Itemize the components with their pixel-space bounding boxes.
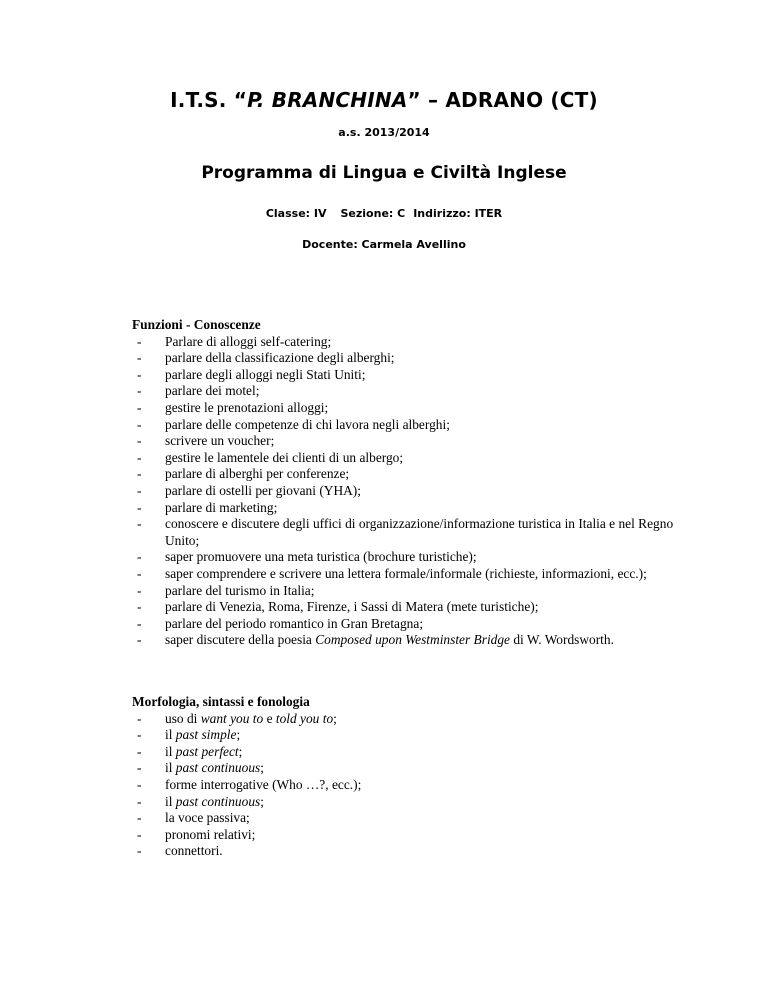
list-item bbox=[132, 632, 692, 649]
item-text: gestire le lamentele dei clienti di un albergo; bbox=[165, 449, 404, 465]
list-item bbox=[132, 599, 692, 616]
item-text: il bbox=[165, 743, 176, 759]
item-text: parlare della classificazione degli alberghi; bbox=[165, 350, 395, 366]
list-item bbox=[132, 417, 692, 434]
item-text: parlare di Venezia, Roma, Firenze, i Sassi di Matera (mete turistiche); bbox=[165, 599, 539, 615]
list-item bbox=[132, 549, 692, 566]
list-item bbox=[132, 843, 692, 860]
italic-term: Composed upon Westminster Bridge bbox=[315, 632, 510, 648]
item-text: parlare di alberghi per conferenze; bbox=[165, 466, 350, 482]
list-item bbox=[132, 483, 692, 500]
list-item bbox=[132, 711, 692, 728]
item-text: la voce passiva; bbox=[165, 810, 250, 826]
item-text: Parlare di alloggi self-catering; bbox=[165, 333, 332, 349]
item-text: parlare di marketing; bbox=[165, 499, 278, 515]
item-text: ; bbox=[333, 710, 337, 726]
class-label: Classe: IV bbox=[265, 207, 327, 220]
italic-term: want you to bbox=[200, 710, 264, 726]
funzioni-list bbox=[132, 334, 692, 649]
item-text: parlare del turismo in Italia; bbox=[165, 582, 315, 598]
list-item bbox=[132, 500, 692, 517]
item-text: il bbox=[165, 727, 176, 743]
school-year: a.s. 2013/2014 bbox=[338, 126, 430, 139]
list-item bbox=[132, 827, 692, 844]
section-title: Morfologia, sintassi e fonologia bbox=[132, 694, 310, 709]
list-item bbox=[132, 794, 692, 811]
list-item bbox=[132, 433, 692, 450]
list-item bbox=[132, 810, 692, 827]
list-item bbox=[132, 367, 692, 384]
item-text: parlare delle competenze di chi lavora negli alberghi; bbox=[165, 416, 450, 432]
list-item bbox=[132, 583, 692, 600]
list-item bbox=[132, 777, 692, 794]
class-info bbox=[0, 207, 768, 220]
item-text: il bbox=[165, 760, 176, 776]
list-item bbox=[132, 616, 692, 633]
document-title: Programma di Lingua e Civiltà Inglese bbox=[201, 163, 567, 183]
list-item bbox=[132, 450, 692, 467]
item-text: pronomi relativi; bbox=[165, 826, 256, 842]
section-morfologia bbox=[132, 694, 692, 860]
section-title: Funzioni - Conoscenze bbox=[132, 317, 261, 332]
list-item bbox=[132, 566, 692, 583]
track-label: Indirizzo: ITER bbox=[413, 207, 503, 220]
section-funzioni bbox=[132, 317, 692, 649]
item-text: parlare del periodo romantico in Gran Bretagna; bbox=[165, 615, 424, 631]
item-text: gestire le prenotazioni alloggi; bbox=[165, 399, 329, 415]
list-item bbox=[132, 516, 692, 549]
list-item bbox=[132, 400, 692, 417]
list-item bbox=[132, 350, 692, 367]
list-item bbox=[132, 744, 692, 761]
item-text: ; bbox=[238, 743, 243, 759]
list-item bbox=[132, 727, 692, 744]
item-text: ; bbox=[260, 793, 264, 809]
italic-term: past continuous bbox=[175, 760, 261, 776]
italic-term: past perfect bbox=[175, 743, 239, 759]
item-text: saper promuovere una meta turistica (brochure turistiche); bbox=[165, 549, 477, 565]
item-text: parlare degli alloggi negli Stati Uniti; bbox=[165, 366, 366, 382]
item-text: ; bbox=[236, 727, 241, 743]
school-suffix: ” – ADRANO (CT) bbox=[407, 88, 598, 112]
item-text: ; bbox=[260, 760, 264, 776]
italic-term: past continuous bbox=[175, 793, 261, 809]
school-heading bbox=[0, 88, 768, 112]
item-text: il bbox=[165, 793, 176, 809]
item-text: saper comprendere e scrivere una lettera formale/informale (richieste, informazioni, ecc.); bbox=[165, 565, 647, 581]
item-text: parlare dei motel; bbox=[165, 383, 260, 399]
item-text: scrivere un voucher; bbox=[165, 433, 275, 449]
morfologia-list bbox=[132, 711, 692, 860]
list-item bbox=[132, 466, 692, 483]
item-text: conoscere e discutere degli uffici di organizzazione/informazione turistica in Italia e nel Regno Unito; bbox=[165, 516, 674, 548]
item-text: connettori. bbox=[165, 843, 223, 859]
item-text: forme interrogative (Who …?, ecc.); bbox=[165, 776, 362, 792]
item-text: uso di bbox=[165, 710, 201, 726]
section-label: Sezione: C bbox=[340, 207, 406, 220]
item-text: di W. Wordsworth. bbox=[510, 632, 614, 648]
italic-term: told you to bbox=[275, 710, 334, 726]
italic-term: past simple bbox=[175, 727, 237, 743]
list-item bbox=[132, 760, 692, 777]
item-text: parlare di ostelli per giovani (YHA); bbox=[165, 482, 361, 498]
school-name: P. BRANCHINA bbox=[247, 88, 408, 112]
list-item bbox=[132, 334, 692, 351]
item-text: saper discutere della poesia bbox=[165, 632, 316, 648]
school-prefix: I.T.S. “ bbox=[170, 88, 248, 112]
teacher-label: Docente: Carmela Avellino bbox=[302, 238, 466, 251]
item-text: e bbox=[263, 710, 276, 726]
list-item bbox=[132, 383, 692, 400]
